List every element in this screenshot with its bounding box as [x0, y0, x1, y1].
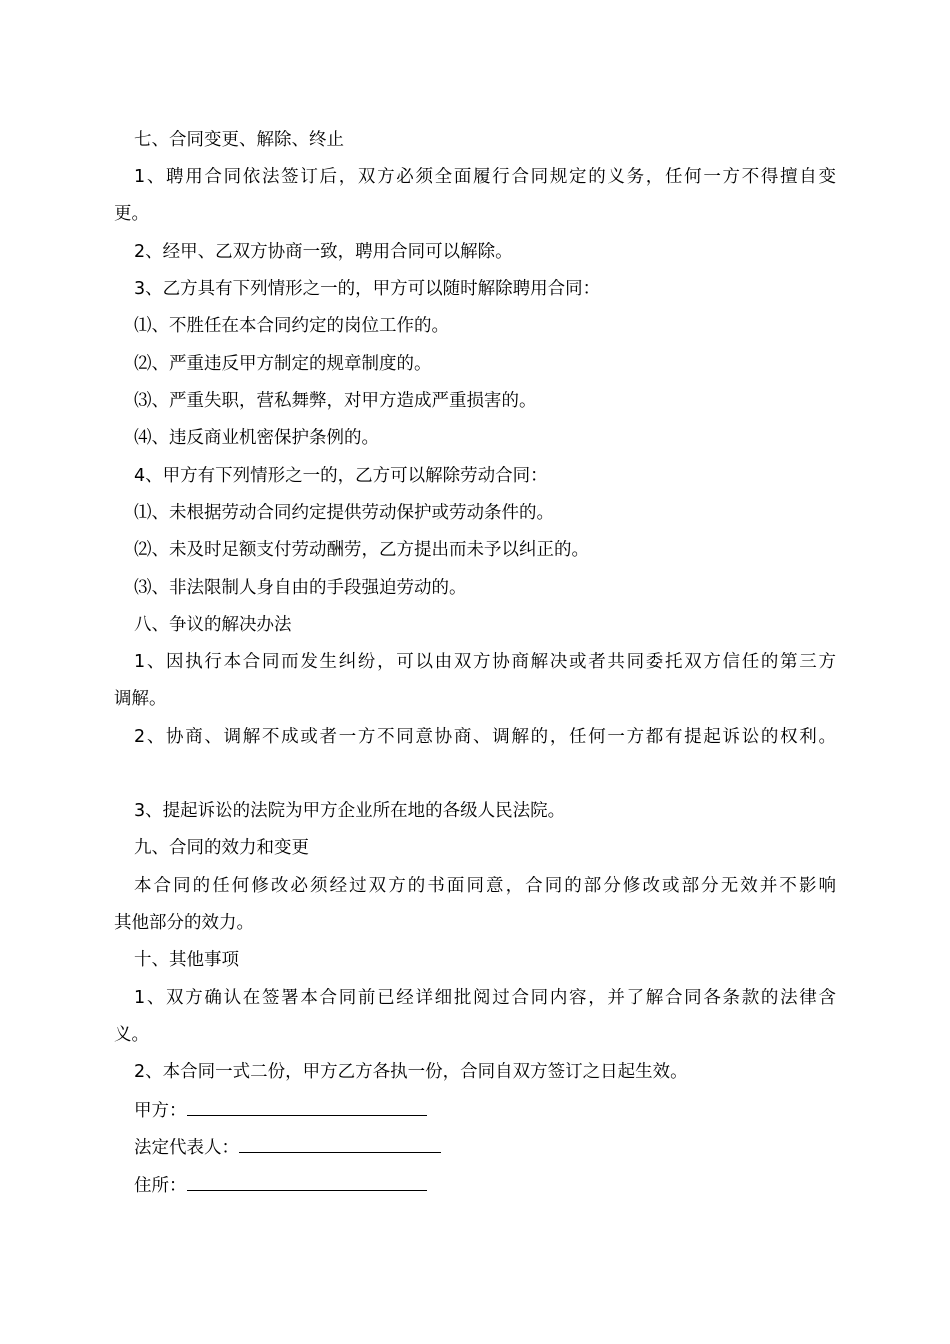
legal-rep-label: 法定代表人： — [134, 1138, 239, 1158]
party-a-label: 甲方： — [134, 1101, 187, 1121]
signature-legal-rep — [134, 1136, 836, 1158]
paragraph-line: 本合同的任何修改必须经过双方的书面同意，合同的部分修改或部分无效并不影响 — [134, 876, 836, 896]
list-item: ⑶、严重失职，营私舞弊，对甲方造成严重损害的。 — [134, 391, 537, 411]
address-label: 住所： — [134, 1176, 187, 1196]
section-title-dispute: 八、争议的解决办法 — [134, 615, 292, 635]
section-title-other: 十、其他事项 — [134, 950, 239, 970]
list-item: ⑷、违反商业机密保护条例的。 — [134, 428, 379, 448]
list-item: ⑵、严重违反甲方制定的规章制度的。 — [134, 354, 432, 374]
address-blank[interactable] — [187, 1174, 427, 1191]
legal-rep-blank[interactable] — [239, 1136, 441, 1153]
paragraph-line: 义。 — [114, 1025, 149, 1045]
paragraph-line: 调解。 — [114, 689, 167, 709]
paragraph-line: 其他部分的效力。 — [114, 913, 254, 933]
paragraph-line: 更。 — [114, 204, 149, 224]
paragraph-line: 3、提起诉讼的法院为甲方企业所在地的各级人民法院。 — [134, 801, 566, 821]
section-title-validity: 九、合同的效力和变更 — [134, 838, 309, 858]
signature-party-a — [134, 1099, 836, 1121]
paragraph-line: 2、本合同一式二份，甲方乙方各执一份，合同自双方签订之日起生效。 — [134, 1062, 688, 1082]
list-item: ⑵、未及时足额支付劳动酬劳，乙方提出而未予以纠正的。 — [134, 540, 589, 560]
paragraph-line: 2、经甲、乙双方协商一致，聘用合同可以解除。 — [134, 242, 513, 262]
paragraph-line: 1、因执行本合同而发生纠纷，可以由双方协商解决或者共同委托双方信任的第三方 — [134, 652, 836, 672]
list-item: ⑴、未根据劳动合同约定提供劳动保护或劳动条件的。 — [134, 503, 554, 523]
paragraph-line: 3、乙方具有下列情形之一的，甲方可以随时解除聘用合同： — [134, 279, 601, 299]
paragraph-line: 2、协商、调解不成或者一方不同意协商、调解的，任何一方都有提起诉讼的权利。 — [134, 727, 836, 747]
list-item: ⑴、不胜任在本合同约定的岗位工作的。 — [134, 316, 449, 336]
paragraph-line: 4、甲方有下列情形之一的，乙方可以解除劳动合同： — [134, 466, 548, 486]
signature-address — [134, 1174, 836, 1196]
party-a-blank[interactable] — [187, 1099, 427, 1116]
list-item: ⑶、非法限制人身自由的手段强迫劳动的。 — [134, 578, 467, 598]
paragraph-line: 1、聘用合同依法签订后，双方必须全面履行合同规定的义务，任何一方不得擅自变 — [134, 167, 836, 187]
section-title-termination: 七、合同变更、解除、终止 — [134, 130, 344, 150]
paragraph-line: 1、双方确认在签署本合同前已经详细批阅过合同内容，并了解合同各条款的法律含 — [134, 988, 836, 1008]
